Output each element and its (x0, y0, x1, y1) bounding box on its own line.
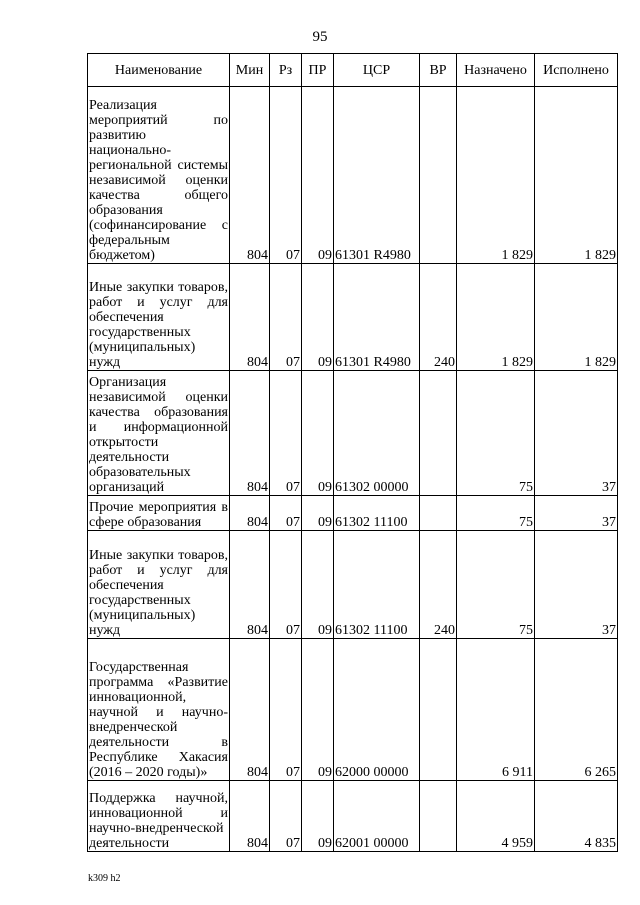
row-csr: 62000 00000 (334, 639, 420, 781)
row-assigned: 4 959 (457, 781, 535, 852)
table-row (88, 87, 618, 264)
row-assigned: 1 829 (457, 264, 535, 371)
row-executed: 1 829 (535, 264, 618, 371)
row-min: 804 (230, 639, 270, 781)
row-pr: 09 (302, 531, 334, 639)
table-row (88, 371, 618, 496)
row-csr: 61302 11100 (334, 496, 420, 531)
row-assigned: 6 911 (457, 639, 535, 781)
row-min: 804 (230, 87, 270, 264)
row-name: Реализация мероприятий по развитию национально-региональной системы независимой оценки качества общего образования (софинансирование с федеральным бюджетом) (88, 87, 230, 264)
row-csr: 61301 R4980 (334, 87, 420, 264)
row-pr: 09 (302, 371, 334, 496)
row-pr: 09 (302, 496, 334, 531)
row-vr (420, 496, 457, 531)
row-pr: 09 (302, 781, 334, 852)
row-assigned: 75 (457, 371, 535, 496)
table-row (88, 531, 618, 639)
row-name: Иные закупки товаров, работ и услуг для обеспечения государственных (муниципальных) нужд (88, 264, 230, 371)
row-vr (420, 639, 457, 781)
row-name: Государственная программа «Развитие инновационной, научной и научно-внедренческой деятельности в Республике Хакасия (2016 – 2020 годы)» (88, 639, 230, 781)
row-pr: 09 (302, 87, 334, 264)
row-rz: 07 (270, 87, 302, 264)
row-min: 804 (230, 264, 270, 371)
table-row (88, 639, 618, 781)
row-csr: 62001 00000 (334, 781, 420, 852)
row-name: Иные закупки товаров, работ и услуг для обеспечения государственных (муниципальных) нужд (88, 531, 230, 639)
row-executed: 4 835 (535, 781, 618, 852)
row-csr: 61302 00000 (334, 371, 420, 496)
row-rz: 07 (270, 371, 302, 496)
row-min: 804 (230, 531, 270, 639)
row-assigned: 1 829 (457, 87, 535, 264)
header-name: Наименование (88, 54, 230, 87)
header-pr: ПР (302, 54, 334, 87)
header-rz: Рз (270, 54, 302, 87)
row-pr: 09 (302, 639, 334, 781)
row-name: Поддержка научной, инновационной и научно-внедренческой деятельности (88, 781, 230, 852)
row-executed: 37 (535, 371, 618, 496)
row-csr: 61301 R4980 (334, 264, 420, 371)
page-number: 95 (312, 29, 328, 45)
row-assigned: 75 (457, 496, 535, 531)
row-rz: 07 (270, 496, 302, 531)
row-pr: 09 (302, 264, 334, 371)
row-executed: 37 (535, 496, 618, 531)
row-rz: 07 (270, 639, 302, 781)
row-rz: 07 (270, 531, 302, 639)
header-row (88, 54, 618, 87)
table-row (88, 781, 618, 852)
row-rz: 07 (270, 264, 302, 371)
row-name: Прочие мероприятия в сфере образования (88, 496, 230, 531)
row-executed: 6 265 (535, 639, 618, 781)
row-rz: 07 (270, 781, 302, 852)
header-csr: ЦСР (334, 54, 420, 87)
footer-code: k309 h2 (88, 873, 121, 884)
row-executed: 37 (535, 531, 618, 639)
row-csr: 61302 11100 (334, 531, 420, 639)
budget-table (87, 53, 618, 852)
row-vr: 240 (420, 531, 457, 639)
row-min: 804 (230, 496, 270, 531)
row-vr (420, 87, 457, 264)
header-vr: ВР (420, 54, 457, 87)
row-assigned: 75 (457, 531, 535, 639)
header-assigned: Назначено (457, 54, 535, 87)
row-vr: 240 (420, 264, 457, 371)
table-row (88, 496, 618, 531)
row-min: 804 (230, 781, 270, 852)
header-executed: Исполнено (535, 54, 618, 87)
row-executed: 1 829 (535, 87, 618, 264)
row-vr (420, 781, 457, 852)
row-min: 804 (230, 371, 270, 496)
row-name: Организация независимой оценки качества образования и информационной открытости деятельности образовательных организаций (88, 371, 230, 496)
header-min: Мин (230, 54, 270, 87)
table-row (88, 264, 618, 371)
row-vr (420, 371, 457, 496)
